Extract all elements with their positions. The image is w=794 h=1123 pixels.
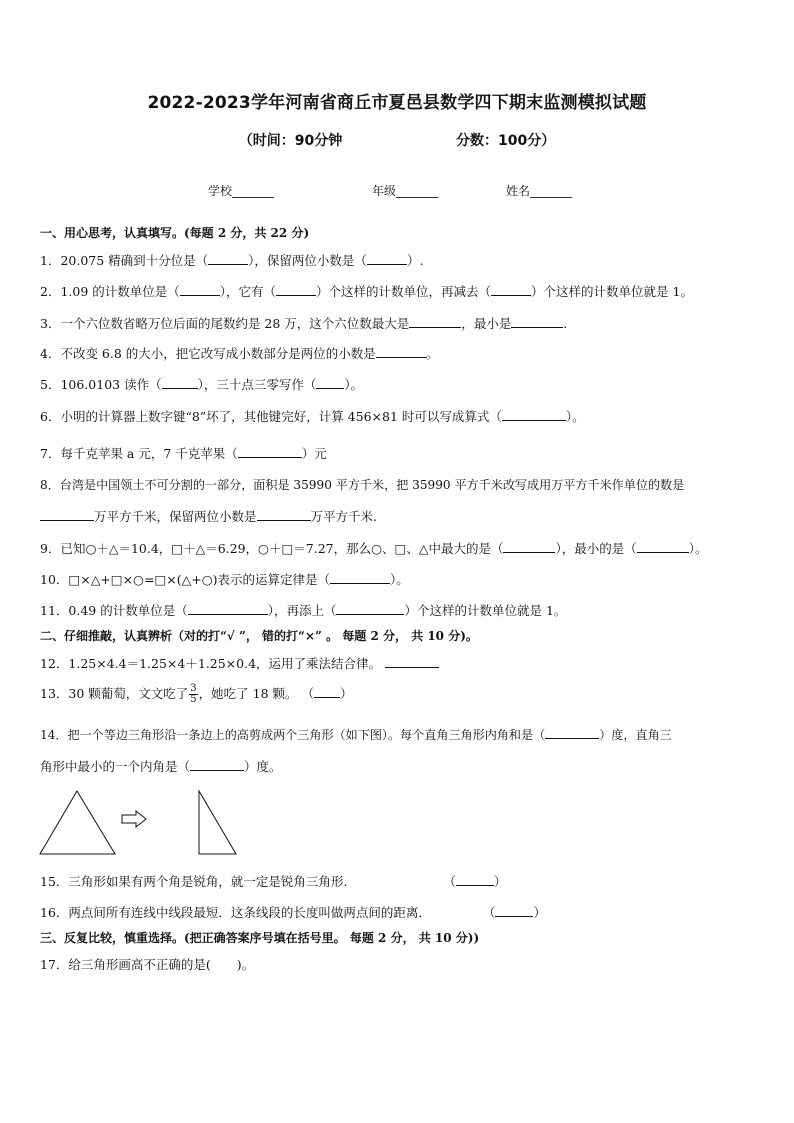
question-8-continued: 万平方千米，保留两位小数是 万平方千米. xyxy=(40,507,377,525)
question-15: 15．三角形如果有两个角是锐角，就一定是锐角三角形. （ ） xyxy=(40,874,507,889)
answer-blank[interactable] xyxy=(456,873,494,886)
answer-blank[interactable] xyxy=(336,602,404,615)
answer-blank[interactable] xyxy=(316,376,344,389)
answer-blank[interactable] xyxy=(376,345,426,358)
answer-blank[interactable] xyxy=(188,602,268,615)
answer-blank[interactable] xyxy=(502,408,566,421)
answer-blank[interactable] xyxy=(367,252,407,265)
answer-blank[interactable] xyxy=(208,252,248,265)
fraction: $\frac{3}{5}$ xyxy=(190,683,197,705)
question-12: 12．1.25×4.4＝1.25×4＋1.25×0.4，运用了乘法结合律。 xyxy=(40,654,439,672)
arrow-icon xyxy=(122,811,146,827)
answer-blank[interactable] xyxy=(545,726,599,739)
answer-blank[interactable] xyxy=(330,571,390,584)
question-11: 11．0.49 的计数单位是（ ），再添上（ ）个这样的计数单位就是 1。 xyxy=(40,603,567,618)
answer-blank[interactable] xyxy=(511,315,563,328)
question-17: 17．给三角形画高不正确的是( )。 xyxy=(40,957,255,972)
answer-blank[interactable] xyxy=(276,283,316,296)
answer-blank[interactable] xyxy=(40,508,94,521)
question-13: 13．30 颗葡萄，文文吃了 $\frac{3}{5}$ ，她吃了 18 颗。 （ ） xyxy=(40,683,353,705)
answer-blank[interactable] xyxy=(495,904,533,917)
section-2-heading: 二、仔细推敲，认真辨析（对的打“√ ”， 错的打“×” 。 每题 2 分， 共 10 分)。 xyxy=(40,629,478,643)
name-field[interactable]: 姓名_______ xyxy=(506,184,573,198)
triangle-cut-figure xyxy=(36,786,256,858)
answer-blank[interactable] xyxy=(637,540,689,553)
right-triangle xyxy=(199,791,236,854)
question-14-continued: 角形中最小的一个内角是（ ）度。 xyxy=(40,759,282,774)
answer-blank[interactable] xyxy=(409,315,461,328)
time-label: （时间：90分钟 xyxy=(238,133,343,149)
answer-blank[interactable] xyxy=(491,283,531,296)
question-10: 10．□×△+□×○=□×(△+○)表示的运算定律是（ ）。 xyxy=(40,572,409,587)
answer-blank[interactable] xyxy=(238,445,302,458)
question-6: 6．小明的计算器上数字键“8”坏了，其他键完好，计算 456×81 时可以写成算式（ ）。 xyxy=(40,409,585,424)
answer-blank[interactable] xyxy=(180,283,220,296)
question-8: 8．台湾是中国领土不可分割的一部分，面积是 35990 平方千米，把 35990 平方千米改写成用万平方千米作单位的数是 xyxy=(40,478,685,492)
question-1: 1．20.075 精确到十分位是（ ），保留两位小数是（ ）. xyxy=(40,253,424,268)
answer-blank[interactable] xyxy=(503,540,555,553)
equilateral-triangle xyxy=(40,791,115,854)
question-2: 2．1.09 的计数单位是（ ），它有（ ）个这样的计数单位，再减去（ ）个这样的计数单位就是 1。 xyxy=(40,284,693,299)
question-9: 9．已知○＋△＝10.4，□＋△＝6.29，○＋□＝7.27，那么○、□、△中最大的是（ ），最小的是（ ）。 xyxy=(40,541,708,556)
answer-blank[interactable] xyxy=(385,655,439,668)
exam-meta xyxy=(0,130,794,150)
question-4: 4．不改变 6.8 的大小，把它改写成小数部分是两位的小数是 。 xyxy=(40,346,439,361)
question-5: 5．106.0103 读作（ ），三十点三零写作（ ）。 xyxy=(40,377,364,392)
answer-blank[interactable] xyxy=(190,758,244,771)
answer-blank[interactable] xyxy=(257,508,311,521)
question-14: 14．把一个等边三角形沿一条边上的高剪成两个三角形（如下图）。每个直角三角形内角和是（ ）度，直角三 xyxy=(40,728,672,742)
section-1-heading: 一、用心思考，认真填写。(每题 2 分，共 22 分) xyxy=(40,226,310,240)
section-3-heading: 三、反复比较，慎重选择。(把正确答案序号填在括号里。 每题 2 分， 共 10 分)) xyxy=(40,931,480,945)
question-3: 3．一个六位数省略万位后面的尾数约是 28 万，这个六位数最大是 ，最小是 . xyxy=(40,316,568,331)
answer-blank[interactable] xyxy=(314,685,340,698)
question-7: 7．每千克苹果 a 元，7 千克苹果（ ）元 xyxy=(40,446,327,461)
question-16: 16．两点间所有连线中线段最短．这条线段的长度叫做两点间的距离． （ ） xyxy=(40,905,546,920)
school-field[interactable]: 学校_______ xyxy=(208,184,275,198)
page-title: 2022-2023学年河南省商丘市夏邑县数学四下期末监测模拟试题 xyxy=(147,93,647,113)
answer-blank[interactable] xyxy=(162,376,198,389)
score-label: 分数：100分） xyxy=(456,133,556,149)
grade-field[interactable]: 年级_______ xyxy=(372,184,439,198)
